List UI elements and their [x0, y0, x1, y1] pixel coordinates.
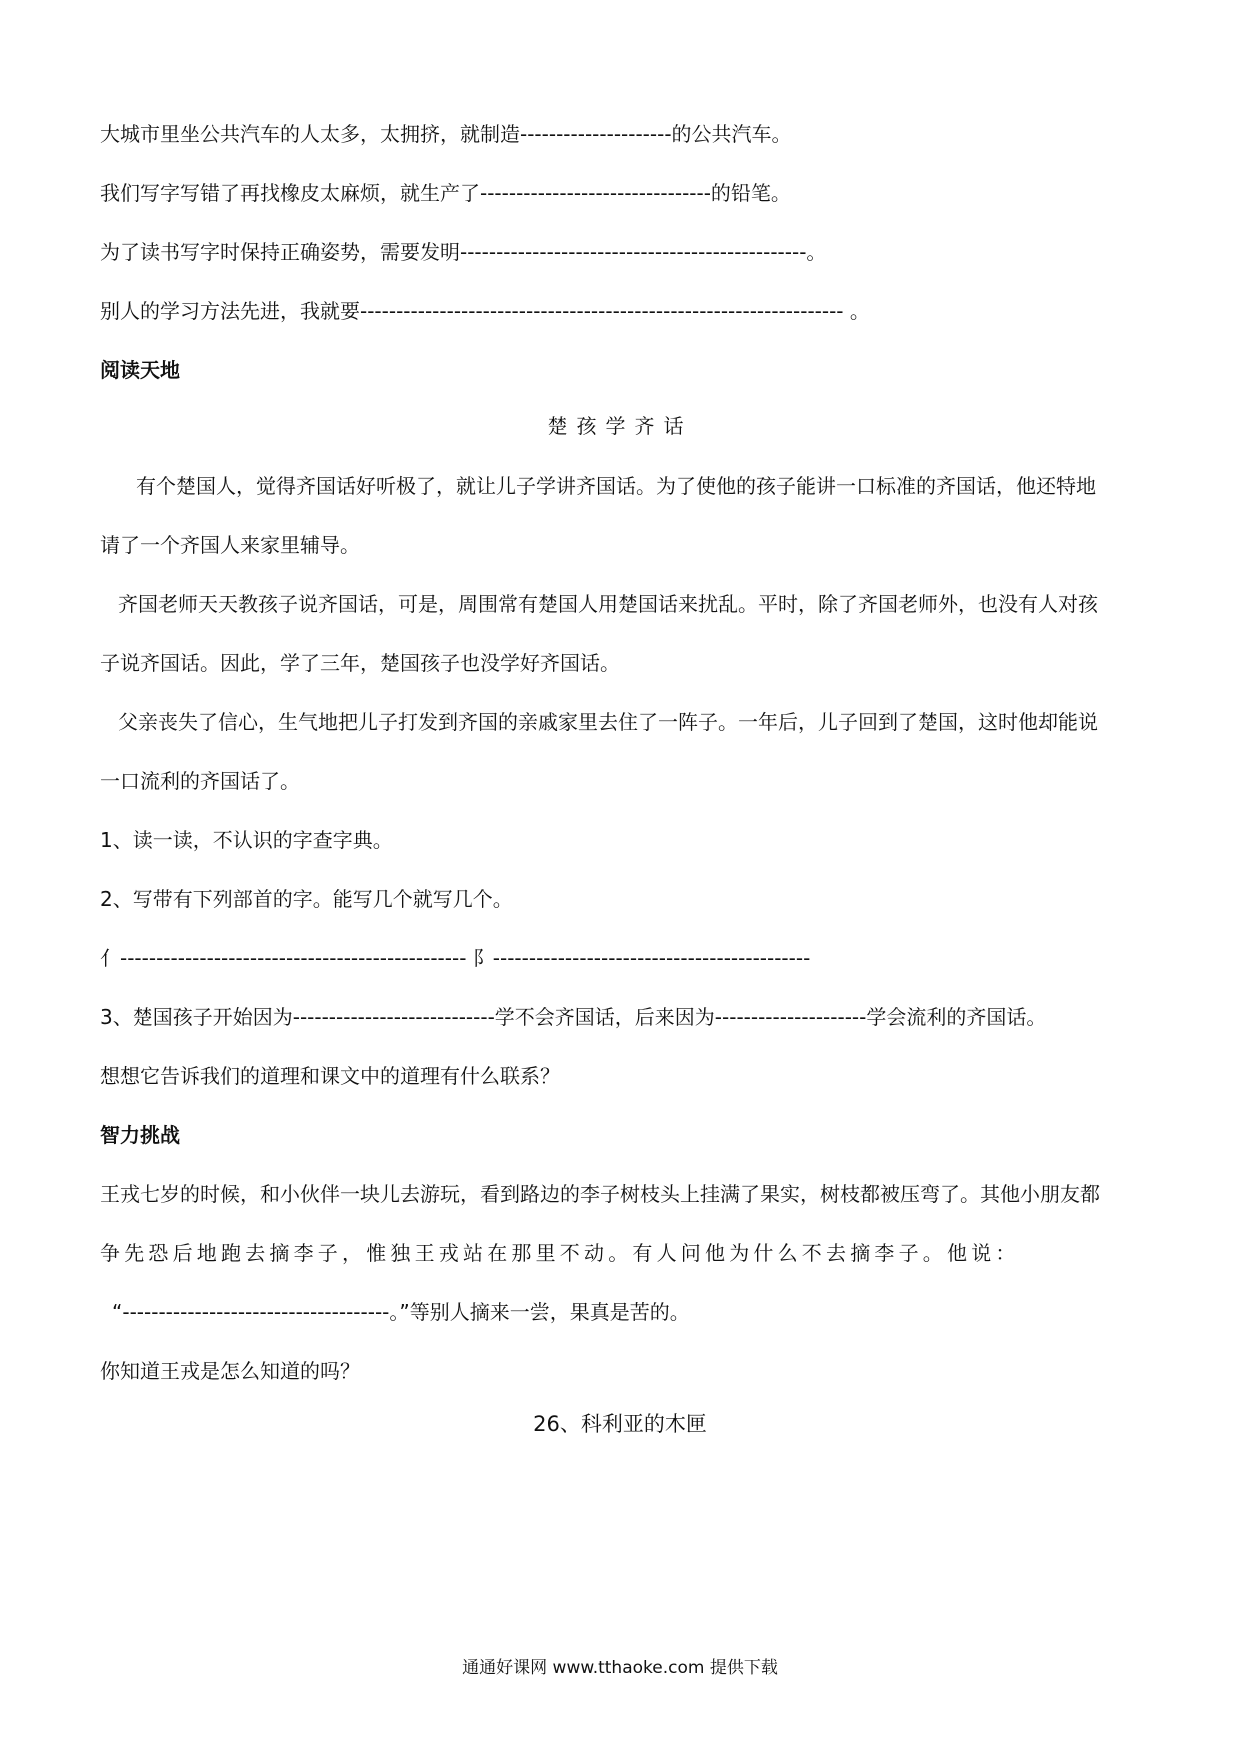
question-1: 1、读一读，不认识的字查字典。: [100, 828, 393, 852]
story-paragraph-3-line-1: 父亲丧失了信心，生气地把儿子打发到齐国的亲戚家里去住了一阵子。一年后，儿子回到了楚国，这时他却能说: [118, 710, 1098, 734]
reading-story-title: 楚孩学齐话: [547, 414, 693, 438]
challenge-text-line-2: 争先恐后地跑去摘李子，惟独王戎站在那里不动。有人问他为什么不去摘李子。他说：: [100, 1241, 1020, 1265]
reading-section-heading: 阅读天地: [100, 358, 180, 382]
challenge-text-line-1: 王戎七岁的时候，和小伙伴一块儿去游玩，看到路边的李子树枝头上挂满了果实，树枝都被压弯了。其他小朋友都: [100, 1182, 1100, 1206]
next-lesson-title: 26、科利亚的木匣: [533, 1412, 707, 1436]
fill-blank-bus: 大城市里坐公共汽车的人太多，太拥挤，就制造---------------------的公共汽车。: [100, 122, 792, 146]
story-paragraph-2-line-2: 子说齐国话。因此，学了三年，楚国孩子也没学好齐国话。: [100, 651, 620, 675]
story-paragraph-1-line-1: 有个楚国人，觉得齐国话好听极了，就让儿子学讲齐国话。为了使他的孩子能讲一口标准的齐国话，他还特地: [136, 474, 1096, 498]
question-2: 2、写带有下列部首的字。能写几个就写几个。: [100, 887, 513, 911]
question-3-followup: 想想它告诉我们的道理和课文中的道理有什么联系？: [100, 1064, 560, 1088]
challenge-text-line-3: “-------------------------------------。”等别人摘来一尝，果真是苦的。: [112, 1300, 690, 1324]
story-paragraph-3-line-2: 一口流利的齐国话了。: [100, 769, 300, 793]
page-footer: 通通好课网 www.tthaoke.com 提供下载: [462, 1658, 778, 1678]
story-paragraph-1-line-2: 请了一个齐国人来家里辅导。: [100, 533, 360, 557]
question-3: 3、楚国孩子开始因为----------------------------学不会齐国话，后来因为---------------------学会流利的齐国话。: [100, 1005, 1047, 1029]
fill-blank-posture: 为了读书写字时保持正确姿势，需要发明------------------------------------------------。: [100, 240, 827, 264]
fill-blank-study-method: 别人的学习方法先进，我就要------------------------------------------------------------------- 。: [100, 299, 870, 323]
challenge-section-heading: 智力挑战: [100, 1123, 180, 1147]
challenge-question: 你知道王戎是怎么知道的吗？: [100, 1359, 360, 1383]
story-paragraph-2-line-1: 齐国老师天天教孩子说齐国话，可是，周围常有楚国人用楚国话来扰乱。平时，除了齐国老师外，也没有人对孩: [118, 592, 1098, 616]
fill-blank-pencil: 我们写字写错了再找橡皮太麻烦，就生产了--------------------------------的铅笔。: [100, 181, 791, 205]
radical-blanks: 亻------------------------------------------------ 阝--------------------------------------------: [100, 946, 811, 970]
